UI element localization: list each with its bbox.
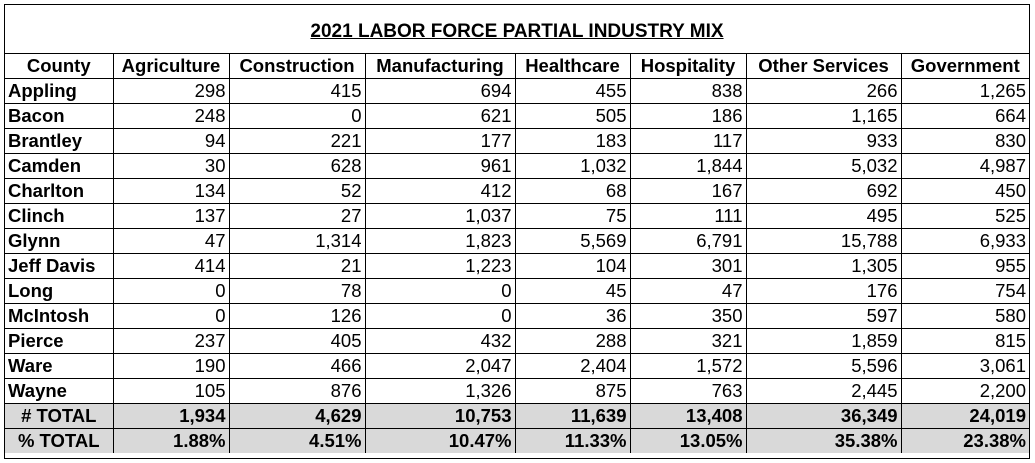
table-row bbox=[5, 204, 1029, 229]
column-header-government: Government bbox=[901, 54, 1029, 79]
value-cell: 525 bbox=[901, 204, 1029, 229]
county-name-cell: Wayne bbox=[5, 379, 113, 404]
value-cell: 190 bbox=[113, 354, 229, 379]
total-value-cell: 10.47% bbox=[365, 429, 515, 454]
value-cell: 405 bbox=[229, 329, 365, 354]
county-name-cell: Bacon bbox=[5, 104, 113, 129]
total-value-cell: 23.38% bbox=[901, 429, 1029, 454]
percent-total-row bbox=[5, 429, 1029, 454]
value-cell: 692 bbox=[746, 179, 901, 204]
value-cell: 2,047 bbox=[365, 354, 515, 379]
value-cell: 237 bbox=[113, 329, 229, 354]
value-cell: 126 bbox=[229, 304, 365, 329]
county-name-cell: Appling bbox=[5, 79, 113, 104]
value-cell: 580 bbox=[901, 304, 1029, 329]
total-value-cell: 10,753 bbox=[365, 404, 515, 429]
value-cell: 412 bbox=[365, 179, 515, 204]
county-name-cell: Clinch bbox=[5, 204, 113, 229]
value-cell: 104 bbox=[515, 254, 630, 279]
value-cell: 955 bbox=[901, 254, 1029, 279]
value-cell: 298 bbox=[113, 79, 229, 104]
value-cell: 876 bbox=[229, 379, 365, 404]
column-header-construction: Construction bbox=[229, 54, 365, 79]
value-cell: 301 bbox=[630, 254, 746, 279]
value-cell: 1,326 bbox=[365, 379, 515, 404]
value-cell: 1,032 bbox=[515, 154, 630, 179]
value-cell: 664 bbox=[901, 104, 1029, 129]
value-cell: 1,037 bbox=[365, 204, 515, 229]
county-name-cell: McIntosh bbox=[5, 304, 113, 329]
table-row bbox=[5, 179, 1029, 204]
value-cell: 36 bbox=[515, 304, 630, 329]
column-header-other-services: Other Services bbox=[746, 54, 901, 79]
value-cell: 628 bbox=[229, 154, 365, 179]
value-cell: 52 bbox=[229, 179, 365, 204]
value-cell: 2,200 bbox=[901, 379, 1029, 404]
value-cell: 183 bbox=[515, 129, 630, 154]
value-cell: 597 bbox=[746, 304, 901, 329]
header-row bbox=[5, 54, 1029, 79]
total-label-cell: # TOTAL bbox=[5, 404, 113, 429]
value-cell: 0 bbox=[365, 304, 515, 329]
value-cell: 414 bbox=[113, 254, 229, 279]
labor-force-table bbox=[5, 54, 1029, 453]
value-cell: 432 bbox=[365, 329, 515, 354]
table-row bbox=[5, 354, 1029, 379]
value-cell: 961 bbox=[365, 154, 515, 179]
value-cell: 830 bbox=[901, 129, 1029, 154]
value-cell: 5,569 bbox=[515, 229, 630, 254]
total-value-cell: 36,349 bbox=[746, 404, 901, 429]
table-row bbox=[5, 254, 1029, 279]
value-cell: 2,404 bbox=[515, 354, 630, 379]
value-cell: 186 bbox=[630, 104, 746, 129]
value-cell: 1,305 bbox=[746, 254, 901, 279]
value-cell: 450 bbox=[901, 179, 1029, 204]
total-value-cell: 1.88% bbox=[113, 429, 229, 454]
value-cell: 3,061 bbox=[901, 354, 1029, 379]
total-value-cell: 4.51% bbox=[229, 429, 365, 454]
value-cell: 221 bbox=[229, 129, 365, 154]
county-name-cell: Long bbox=[5, 279, 113, 304]
value-cell: 134 bbox=[113, 179, 229, 204]
value-cell: 505 bbox=[515, 104, 630, 129]
table-row bbox=[5, 229, 1029, 254]
value-cell: 415 bbox=[229, 79, 365, 104]
table-row bbox=[5, 329, 1029, 354]
table-body bbox=[5, 79, 1029, 454]
value-cell: 94 bbox=[113, 129, 229, 154]
value-cell: 875 bbox=[515, 379, 630, 404]
county-name-cell: Ware bbox=[5, 354, 113, 379]
value-cell: 0 bbox=[229, 104, 365, 129]
total-label-cell: % TOTAL bbox=[5, 429, 113, 454]
table-row bbox=[5, 279, 1029, 304]
total-value-cell: 24,019 bbox=[901, 404, 1029, 429]
value-cell: 45 bbox=[515, 279, 630, 304]
value-cell: 27 bbox=[229, 204, 365, 229]
value-cell: 15,788 bbox=[746, 229, 901, 254]
value-cell: 176 bbox=[746, 279, 901, 304]
value-cell: 1,859 bbox=[746, 329, 901, 354]
value-cell: 248 bbox=[113, 104, 229, 129]
value-cell: 137 bbox=[113, 204, 229, 229]
column-header-healthcare: Healthcare bbox=[515, 54, 630, 79]
total-value-cell: 13.05% bbox=[630, 429, 746, 454]
total-value-cell: 11,639 bbox=[515, 404, 630, 429]
value-cell: 105 bbox=[113, 379, 229, 404]
table-row bbox=[5, 129, 1029, 154]
value-cell: 694 bbox=[365, 79, 515, 104]
value-cell: 2,445 bbox=[746, 379, 901, 404]
value-cell: 0 bbox=[113, 279, 229, 304]
value-cell: 1,223 bbox=[365, 254, 515, 279]
value-cell: 6,791 bbox=[630, 229, 746, 254]
total-value-cell: 4,629 bbox=[229, 404, 365, 429]
value-cell: 78 bbox=[229, 279, 365, 304]
value-cell: 6,933 bbox=[901, 229, 1029, 254]
value-cell: 68 bbox=[515, 179, 630, 204]
count-total-row bbox=[5, 404, 1029, 429]
value-cell: 1,314 bbox=[229, 229, 365, 254]
value-cell: 838 bbox=[630, 79, 746, 104]
county-name-cell: Pierce bbox=[5, 329, 113, 354]
value-cell: 754 bbox=[901, 279, 1029, 304]
value-cell: 495 bbox=[746, 204, 901, 229]
table-row bbox=[5, 154, 1029, 179]
value-cell: 5,596 bbox=[746, 354, 901, 379]
value-cell: 177 bbox=[365, 129, 515, 154]
value-cell: 350 bbox=[630, 304, 746, 329]
table-row bbox=[5, 104, 1029, 129]
total-value-cell: 13,408 bbox=[630, 404, 746, 429]
value-cell: 0 bbox=[113, 304, 229, 329]
value-cell: 1,265 bbox=[901, 79, 1029, 104]
value-cell: 1,572 bbox=[630, 354, 746, 379]
value-cell: 167 bbox=[630, 179, 746, 204]
value-cell: 621 bbox=[365, 104, 515, 129]
total-value-cell: 11.33% bbox=[515, 429, 630, 454]
value-cell: 288 bbox=[515, 329, 630, 354]
value-cell: 0 bbox=[365, 279, 515, 304]
county-name-cell: Charlton bbox=[5, 179, 113, 204]
column-header-manufacturing: Manufacturing bbox=[365, 54, 515, 79]
county-name-cell: Camden bbox=[5, 154, 113, 179]
value-cell: 1,823 bbox=[365, 229, 515, 254]
value-cell: 815 bbox=[901, 329, 1029, 354]
county-name-cell: Brantley bbox=[5, 129, 113, 154]
title-row bbox=[5, 5, 1029, 54]
value-cell: 75 bbox=[515, 204, 630, 229]
table-title: 2021 LABOR FORCE PARTIAL INDUSTRY MIX bbox=[310, 21, 724, 42]
value-cell: 117 bbox=[630, 129, 746, 154]
value-cell: 4,987 bbox=[901, 154, 1029, 179]
value-cell: 321 bbox=[630, 329, 746, 354]
total-value-cell: 1,934 bbox=[113, 404, 229, 429]
spreadsheet-table-container bbox=[4, 4, 1030, 459]
column-header-hospitality: Hospitality bbox=[630, 54, 746, 79]
value-cell: 455 bbox=[515, 79, 630, 104]
value-cell: 763 bbox=[630, 379, 746, 404]
county-name-cell: Glynn bbox=[5, 229, 113, 254]
table-row bbox=[5, 79, 1029, 104]
value-cell: 5,032 bbox=[746, 154, 901, 179]
value-cell: 266 bbox=[746, 79, 901, 104]
table-row bbox=[5, 304, 1029, 329]
value-cell: 21 bbox=[229, 254, 365, 279]
county-name-cell: Jeff Davis bbox=[5, 254, 113, 279]
value-cell: 30 bbox=[113, 154, 229, 179]
value-cell: 933 bbox=[746, 129, 901, 154]
total-value-cell: 35.38% bbox=[746, 429, 901, 454]
value-cell: 111 bbox=[630, 204, 746, 229]
value-cell: 466 bbox=[229, 354, 365, 379]
column-header-agriculture: Agriculture bbox=[113, 54, 229, 79]
value-cell: 1,165 bbox=[746, 104, 901, 129]
table-row bbox=[5, 379, 1029, 404]
value-cell: 47 bbox=[630, 279, 746, 304]
value-cell: 47 bbox=[113, 229, 229, 254]
column-header-county: County bbox=[5, 54, 113, 79]
value-cell: 1,844 bbox=[630, 154, 746, 179]
